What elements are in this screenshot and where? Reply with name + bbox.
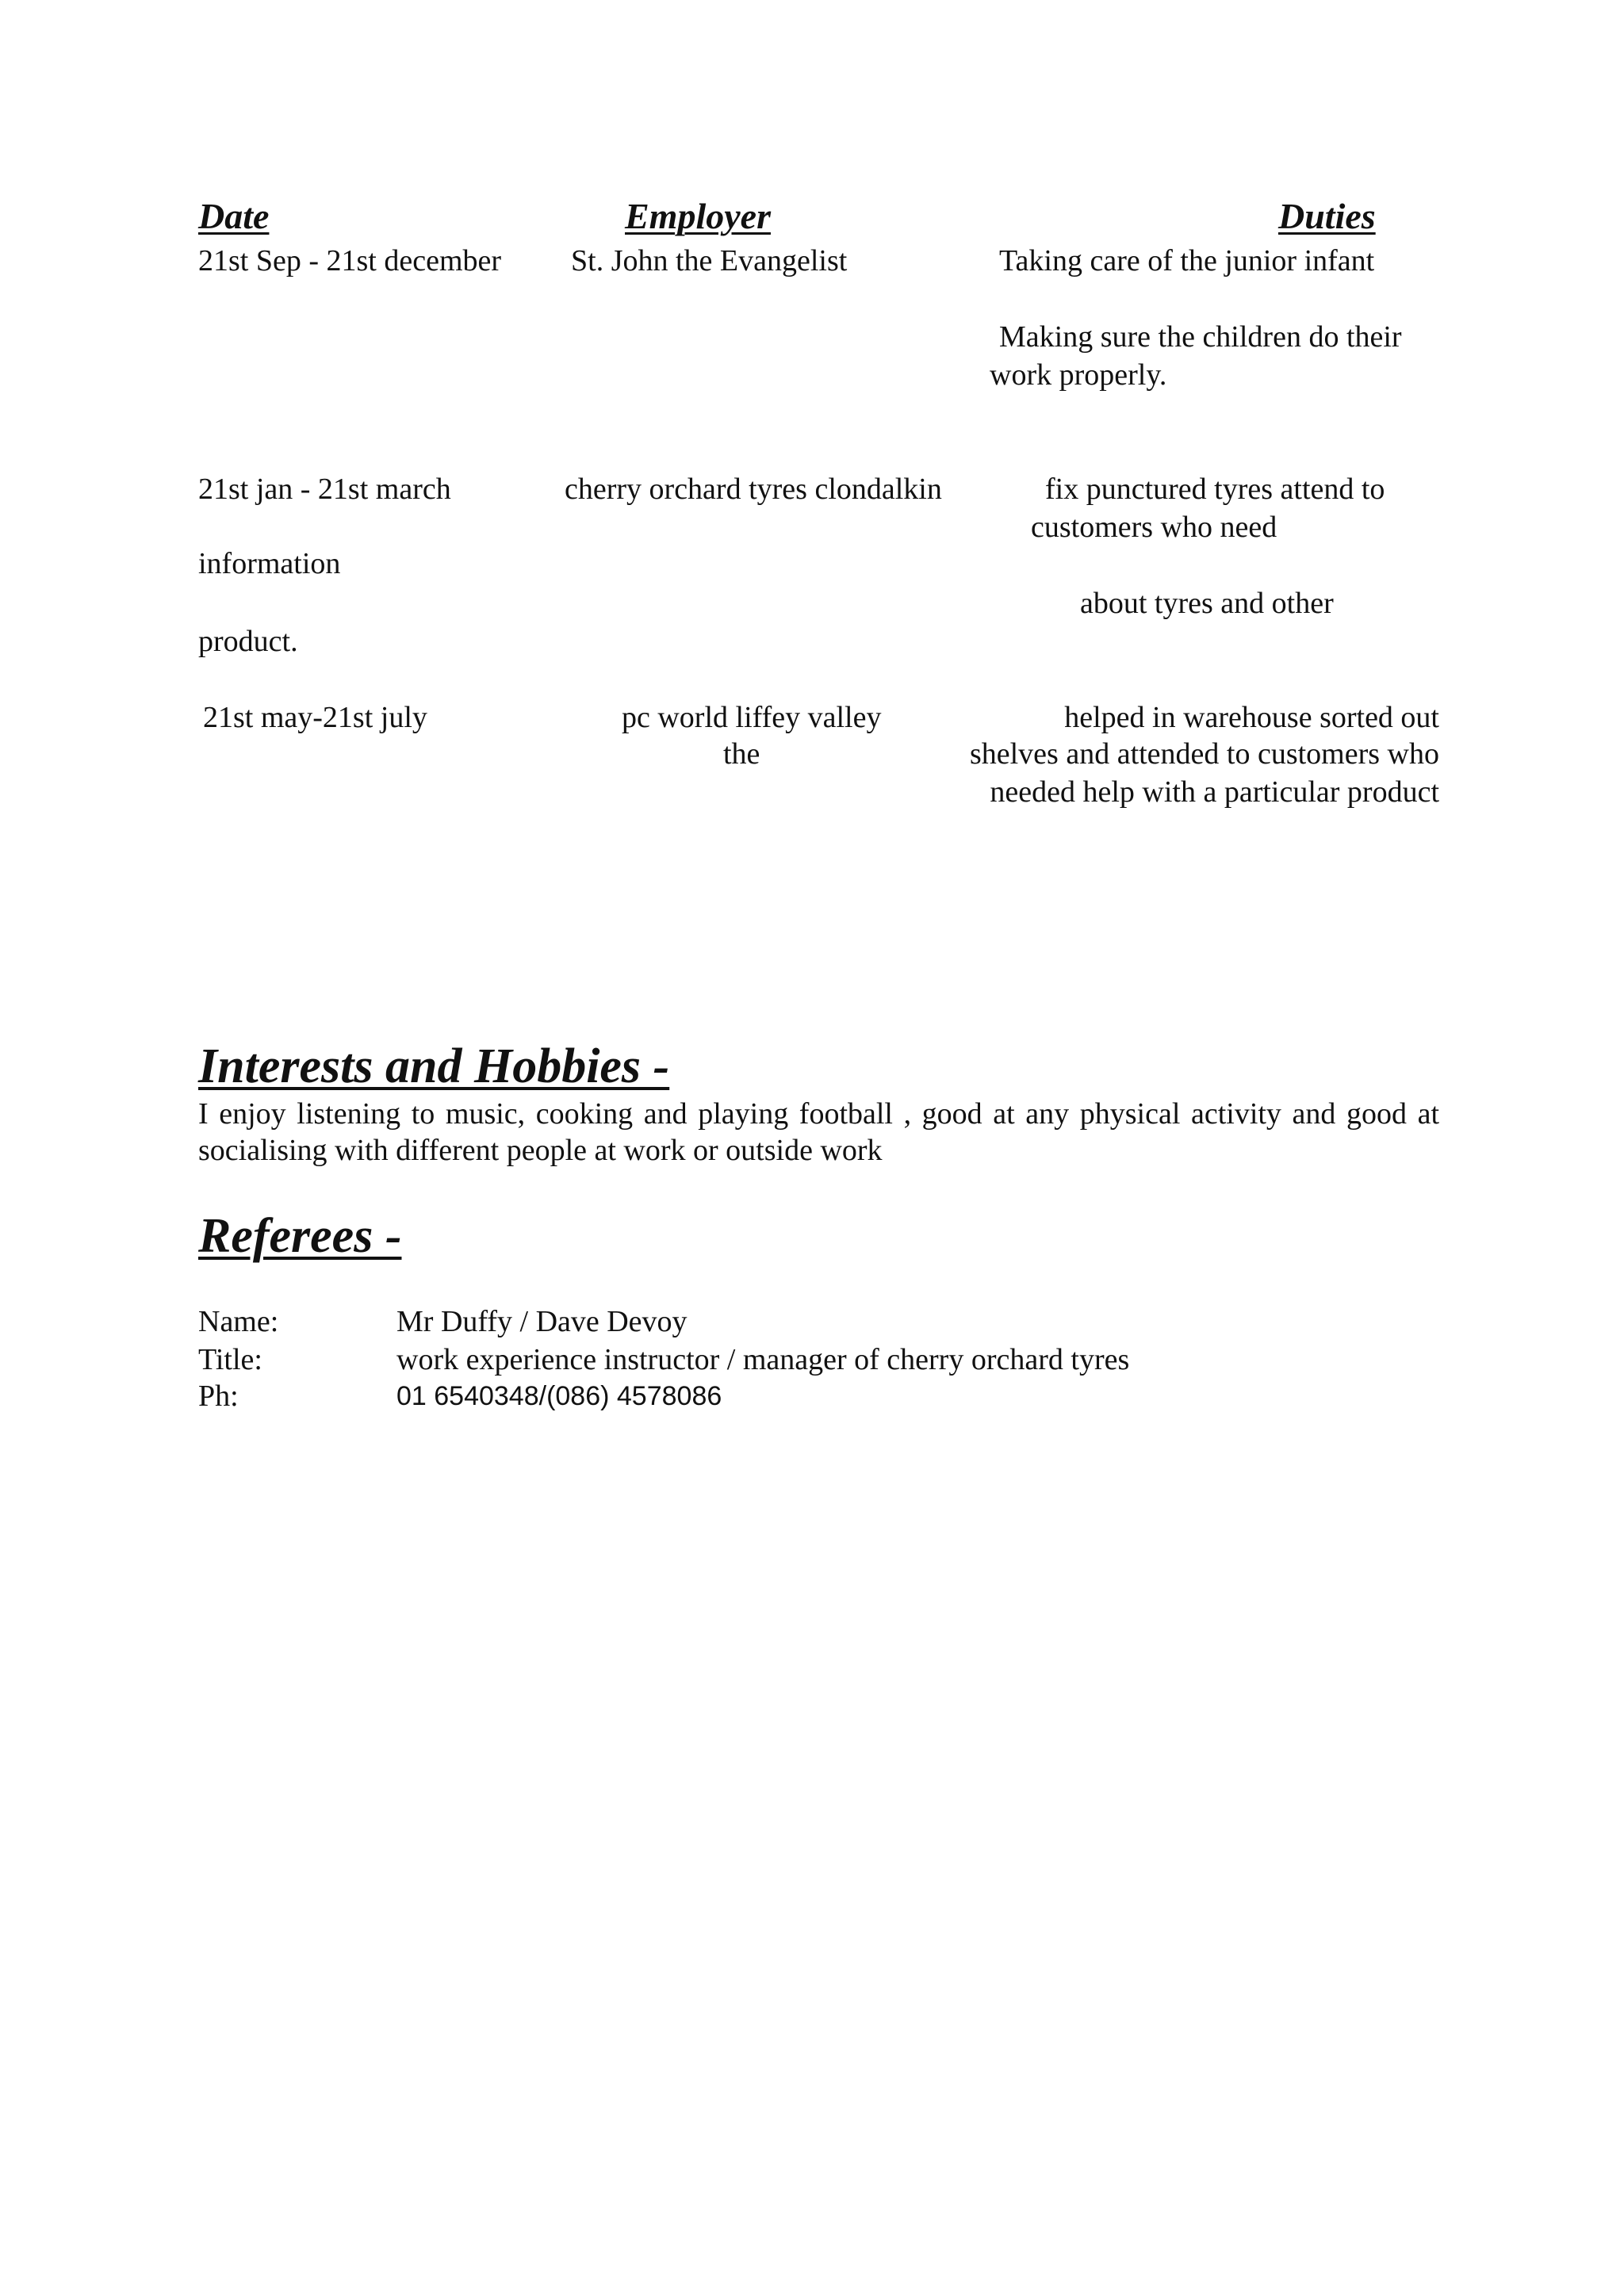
row3-duty-line: needed help with a particular product (990, 775, 1439, 809)
row3-date: 21st may-21st july (203, 701, 427, 734)
row1-duty-line: Taking care of the junior infant (999, 244, 1375, 277)
row3-duty-line: helped in warehouse sorted out (1064, 701, 1439, 734)
row3-duty-line: the (723, 737, 760, 771)
referees-heading: Referees - (198, 1209, 402, 1263)
row3-duty-line: shelves and attended to customers who (969, 737, 1439, 771)
row2-duty-line: fix punctured tyres attend to (1045, 473, 1385, 506)
referee-title-value: work experience instructor / manager of cherry orchard tyres (396, 1343, 1130, 1376)
duties-column-header: Duties (1278, 196, 1376, 236)
row2-duty-line: customers who need (1031, 511, 1277, 544)
referee-phone-label: Ph: (198, 1380, 239, 1413)
referee-title-label: Title: (198, 1343, 262, 1376)
employer-column-header: Employer (625, 196, 771, 236)
row2-duty-line: about tyres and other (1080, 587, 1334, 620)
referee-phone-value: 01 6540348/(086) 4578086 (396, 1381, 722, 1411)
row2-employer: cherry orchard tyres clondalkin (565, 473, 942, 506)
referee-name-value: Mr Duffy / Dave Devoy (396, 1305, 688, 1338)
date-column-header: Date (198, 196, 270, 236)
interests-heading: Interests and Hobbies - (198, 1039, 670, 1093)
row1-date: 21st Sep - 21st december (198, 244, 502, 277)
row2-duty-line: product. (198, 625, 298, 658)
row1-duty-line: work properly. (990, 358, 1167, 392)
referee-name-label: Name: (198, 1305, 279, 1338)
interests-text: I enjoy listening to music, cooking and playing football , good at any physical activity and good at socialising with different people at work or outside work (198, 1097, 1439, 1167)
row3-employer: pc world liffey valley (622, 701, 882, 734)
row2-date: 21st jan - 21st march (198, 473, 451, 506)
row1-duty-line: Making sure the children do their (999, 320, 1402, 354)
row2-duty-line: information (198, 547, 341, 580)
row1-employer: St. John the Evangelist (571, 244, 848, 277)
